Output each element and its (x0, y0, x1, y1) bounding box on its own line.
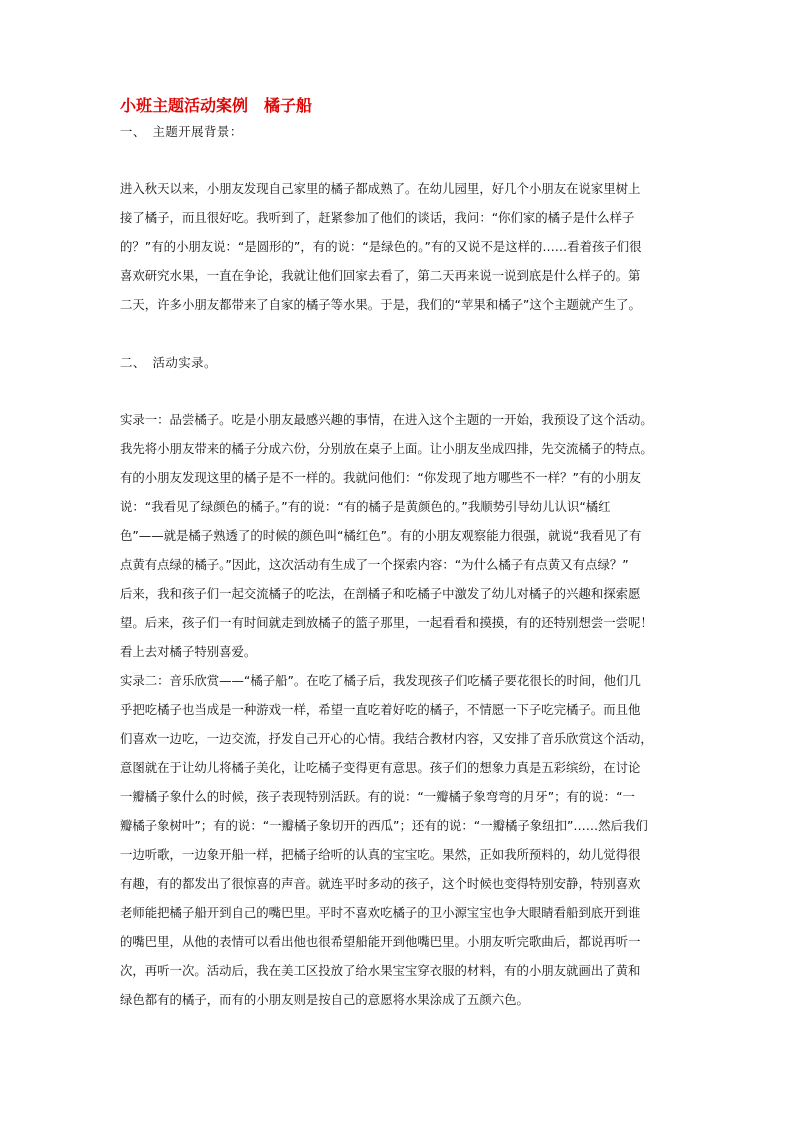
paragraph-line: 有的小朋友发现这里的橘子是不一样的。我就问他们：“你发现了地方哪些不一样？”有的小朋友 (120, 470, 641, 485)
paragraph-line: 看上去对橘子特别喜爱。 (120, 644, 257, 659)
paragraph-line: 的？”有的小朋友说：“是圆形的”，有的说：“是绿色的。”有的又说不是这样的……看着孩子们很 (120, 239, 642, 254)
paragraph-line: 一边听歌，一边象开船一样，把橘子给听的认真的宝宝吃。果然，正如我所预料的，幼儿觉得很 (120, 847, 641, 862)
paragraph-line: 们喜欢一边吃，一边交流，抒发自己开心的心情。我结合教材内容，又安排了音乐欣赏这个活动， (120, 731, 653, 746)
paragraph-line: 的嘴巴里，从他的表情可以看出他也很希望船能开到他嘴巴里。小朋友听完歌曲后，都说再听一 (120, 934, 641, 949)
section-heading-record: 二、 活动实录。 (120, 355, 217, 370)
paragraph-line: 我先将小朋友带来的橘子分成六份，分别放在桌子上面。让小朋友坐成四排，先交流橘子的特点。 (120, 441, 653, 456)
paragraph-line: 次，再听一次。活动后，我在美工区投放了给水果宝宝穿衣服的材料，有的小朋友就画出了黄和 (120, 963, 641, 978)
paragraph-line: 点黄有点绿的橘子。”因此，这次活动有生成了一个探索内容：“为什么橘子有点黄又有点绿？” (120, 557, 629, 572)
paragraph-line: 二天，许多小朋友都带来了自家的橘子等水果。于是，我们的“苹果和橘子”这个主题就产生了。 (120, 297, 641, 312)
paragraph-line: 瓣橘子象树叶”；有的说：“一瓣橘子象切开的西瓜”；还有的说：“一瓣橘子象纽扣”……然后我们 (120, 818, 648, 833)
paragraph-line: 喜欢研究水果，一直在争论，我就让他们回家去看了，第二天再来说一说到底是什么样子的。第 (120, 268, 641, 283)
paragraph-line: 色”——就是橘子熟透了的时候的颜色叫“橘红色”。有的小朋友观察能力很强，就说“我看见了有 (120, 528, 642, 543)
paragraph-line: 乎把吃橘子也当成是一种游戏一样，希望一直吃着好吃的橘子，不情愿一下子吃完橘子。而且他 (120, 702, 641, 717)
paragraph-line: 实录一：品尝橘子。吃是小朋友最感兴趣的事情，在进入这个主题的一开始，我预设了这个活动。 (120, 412, 653, 427)
paragraph-line: 有趣，有的都发出了很惊喜的声音。就连平时多动的孩子，这个时候也变得特别安静，特别喜欢 (120, 876, 641, 891)
paragraph-line: 实录二：音乐欣赏——“橘子船”。在吃了橘子后，我发现孩子们吃橘子要花很长的时间，他们几 (120, 673, 641, 688)
paragraph-line: 绿色都有的橘子，而有的小朋友则是按自己的意愿将水果涂成了五颜六色。 (120, 992, 529, 1007)
paragraph-line: 意图就在于让幼儿将橘子美化，让吃橘子变得更有意思。孩子们的想象力真是五彩缤纷，在讨论 (120, 760, 641, 775)
paragraph-line: 老师能把橘子船开到自己的嘴巴里。平时不喜欢吃橘子的卫小源宝宝也争大眼睛看船到底开到谁 (120, 905, 641, 920)
paragraph-line: 后来，我和孩子们一起交流橘子的吃法，在剖橘子和吃橘子中激发了幼儿对橘子的兴趣和探索愿 (120, 586, 641, 601)
document-title: 小班主题活动案例 橘子船 (120, 96, 313, 115)
paragraph-line: 说：“我看见了绿颜色的橘子。”有的说：“有的橘子是黄颜色的。”我顺势引导幼儿认识“橘红 (120, 499, 611, 514)
paragraph-line: 望。后来，孩子们一有时间就走到放橘子的篮子那里，一起看看和摸摸，有的还特别想尝一尝呢！ (120, 615, 653, 630)
section-heading-background: 一、 主题开展背景： (120, 124, 243, 139)
paragraph-line: 一瓣橘子象什么的时候，孩子表现特别活跃。有的说：“一瓣橘子象弯弯的月牙”；有的说：“一 (120, 789, 635, 804)
paragraph-line: 进入秋天以来，小朋友发现自己家里的橘子都成熟了。在幼儿园里，好几个小朋友在说家里树上 (120, 181, 641, 196)
paragraph-line: 接了橘子，而且很好吃。我听到了，赶紧参加了他们的谈话，我问：“你们家的橘子是什么样子 (120, 210, 635, 225)
